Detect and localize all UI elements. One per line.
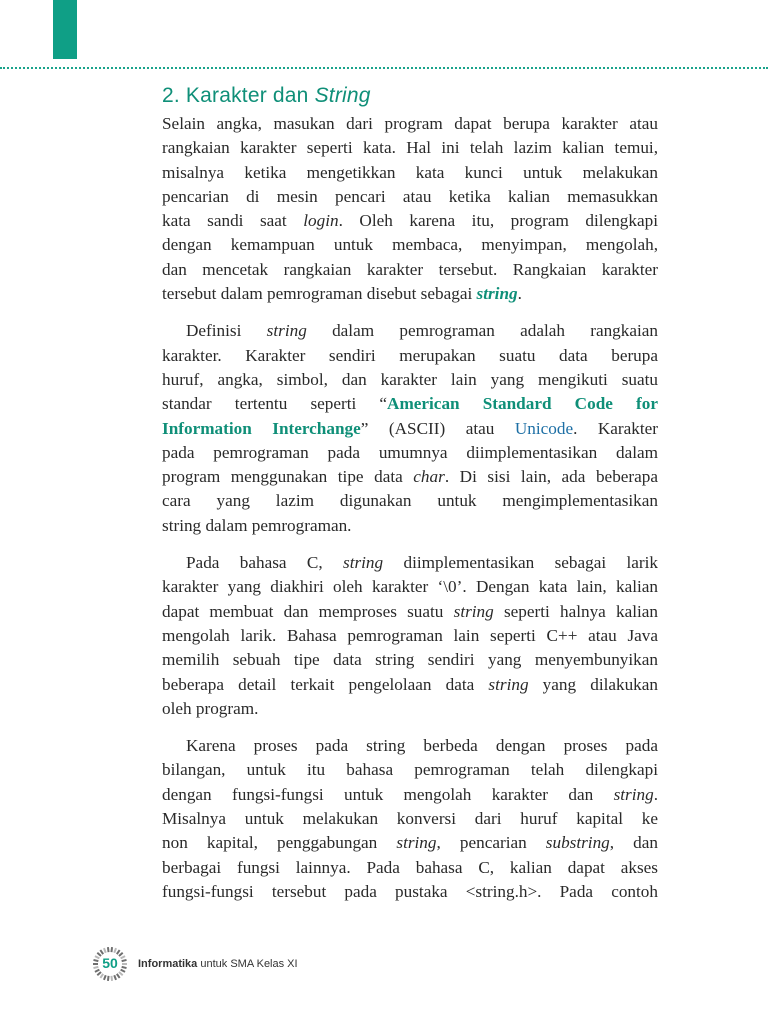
text-line: standar tertentu seperti “American Standard Code for: [162, 394, 658, 414]
text-line: huruf, angka, simbol, dan karakter lain yang mengikuti suatu: [162, 369, 658, 389]
text-line: mengolah larik. Bahasa pemrograman lain seperti C++ atau Java: [162, 625, 658, 645]
text-line: Definisi string dalam pemrograman adalah rangkaian: [186, 321, 658, 341]
badge-tick: [95, 956, 99, 958]
text-line: bilangan, untuk itu bahasa pemrograman telah dilengkapi: [162, 760, 658, 780]
keyword-string: string: [476, 284, 518, 304]
badge-tick: [122, 967, 127, 968]
badge-tick: [104, 948, 106, 953]
text-line: karakter yang diakhiri oleh karakter ‘\0’. Dengan kata lain, kalian: [162, 577, 658, 597]
text-line: tersebut dalam pemrograman disebut sebagai string.: [162, 284, 522, 304]
badge-tick: [119, 972, 123, 975]
page-number: 50: [102, 955, 118, 971]
text-line: karakter. Karakter sendiri merupakan suatu data berupa: [162, 345, 658, 365]
text-line: Selain angka, masukan dari program dapat berupa karakter atau: [162, 114, 658, 133]
text-line: dan mencetak rangkaian karakter tersebut. Rangkaian karakter: [162, 259, 658, 279]
text-line: Pada bahasa C, string diimplementasikan sebagai larik: [186, 553, 658, 573]
text-line: memilih sebuah tipe data string sendiri yang menyembunyikan: [162, 650, 658, 670]
badge-tick: [97, 972, 101, 975]
text-line: rangkaian karakter seperti kata. Hal ini telah lazim kalian temui,: [162, 138, 658, 158]
badge-tick: [111, 947, 112, 952]
text-line: beberapa detail terkait pengelolaan data string yang dilakukan: [162, 674, 658, 694]
text-line: pada pemrograman pada umumnya diimplementasikan dalam: [162, 442, 658, 462]
text-line: dengan kemampuan untuk membaca, menyimpan, mengolah,: [162, 235, 658, 255]
text-line: fungsi-fungsi tersebut pada pustaka <string.h>. Pada contoh: [162, 881, 658, 901]
badge-tick: [121, 956, 125, 958]
paragraph-4: [162, 734, 658, 904]
badge-tick: [108, 976, 109, 981]
text-line: berbagai fungsi lainnya. Pada bahasa C, kalian dapat akses: [162, 857, 658, 877]
badge-tick: [114, 948, 116, 953]
text-line: program menggunakan tipe data char. Di sisi lain, ada beberapa: [162, 467, 658, 487]
badge-tick: [121, 970, 125, 972]
text-line: misalnya ketika mengetikkan kata kunci untuk melakukan: [162, 162, 658, 182]
text-line: dengan fungsi-fungsi untuk mengolah karakter dan string.: [162, 784, 658, 804]
footer-book-title: Informatika untuk SMA Kelas XI: [138, 958, 298, 970]
text-line: cara yang lazim digunakan untuk mengimplementasikan: [162, 491, 658, 511]
text-line: Karena proses pada string berbeda dengan proses pada: [186, 736, 658, 756]
body-text: [162, 112, 658, 917]
section-title-italic: String: [314, 84, 371, 107]
paragraph-2: [162, 319, 658, 538]
badge-tick: [122, 960, 127, 961]
section-number: 2.: [162, 84, 180, 107]
badge-tick: [111, 976, 112, 981]
badge-tick: [117, 950, 120, 954]
text-line: dapat membuat dan memproses suatu string seperti halnya kalian: [162, 601, 659, 621]
text-line: string dalam pemrograman.: [162, 515, 352, 535]
text-line: pencarian di mesin pencari atau ketika kalian memasukkan: [162, 186, 658, 206]
badge-tick: [100, 950, 103, 954]
section-heading: [162, 84, 371, 108]
text-line: Information Interchange” (ASCII) atau Unicode. Karakter: [162, 418, 658, 438]
text-line: oleh program.: [162, 698, 259, 718]
badge-tick: [117, 974, 120, 978]
keyword-unicode: Unicode: [514, 418, 574, 438]
header-dotted-divider: [0, 67, 768, 69]
keyword-ascii-2: Information Interchange: [162, 418, 361, 438]
badge-tick: [95, 970, 99, 972]
badge-tick: [114, 975, 116, 980]
badge-tick: [93, 967, 98, 968]
text-line: non kapital, penggabungan string, pencarian substring, dan: [162, 833, 658, 853]
paragraph-1: [162, 112, 658, 306]
text-line: Misalnya untuk melakukan konversi dari huruf kapital ke: [162, 809, 658, 829]
badge-tick: [108, 947, 109, 952]
section-title-text: Karakter dan: [185, 84, 315, 107]
keyword-ascii-1: American Standard Code for: [387, 394, 658, 414]
badge-tick: [104, 975, 106, 980]
badge-tick: [93, 960, 98, 961]
paragraph-3: [162, 551, 658, 721]
chapter-tab-marker: [53, 0, 77, 59]
badge-tick: [100, 974, 103, 978]
text-line: kata sandi saat login. Oleh karena itu, program dilengkapi: [162, 211, 658, 231]
